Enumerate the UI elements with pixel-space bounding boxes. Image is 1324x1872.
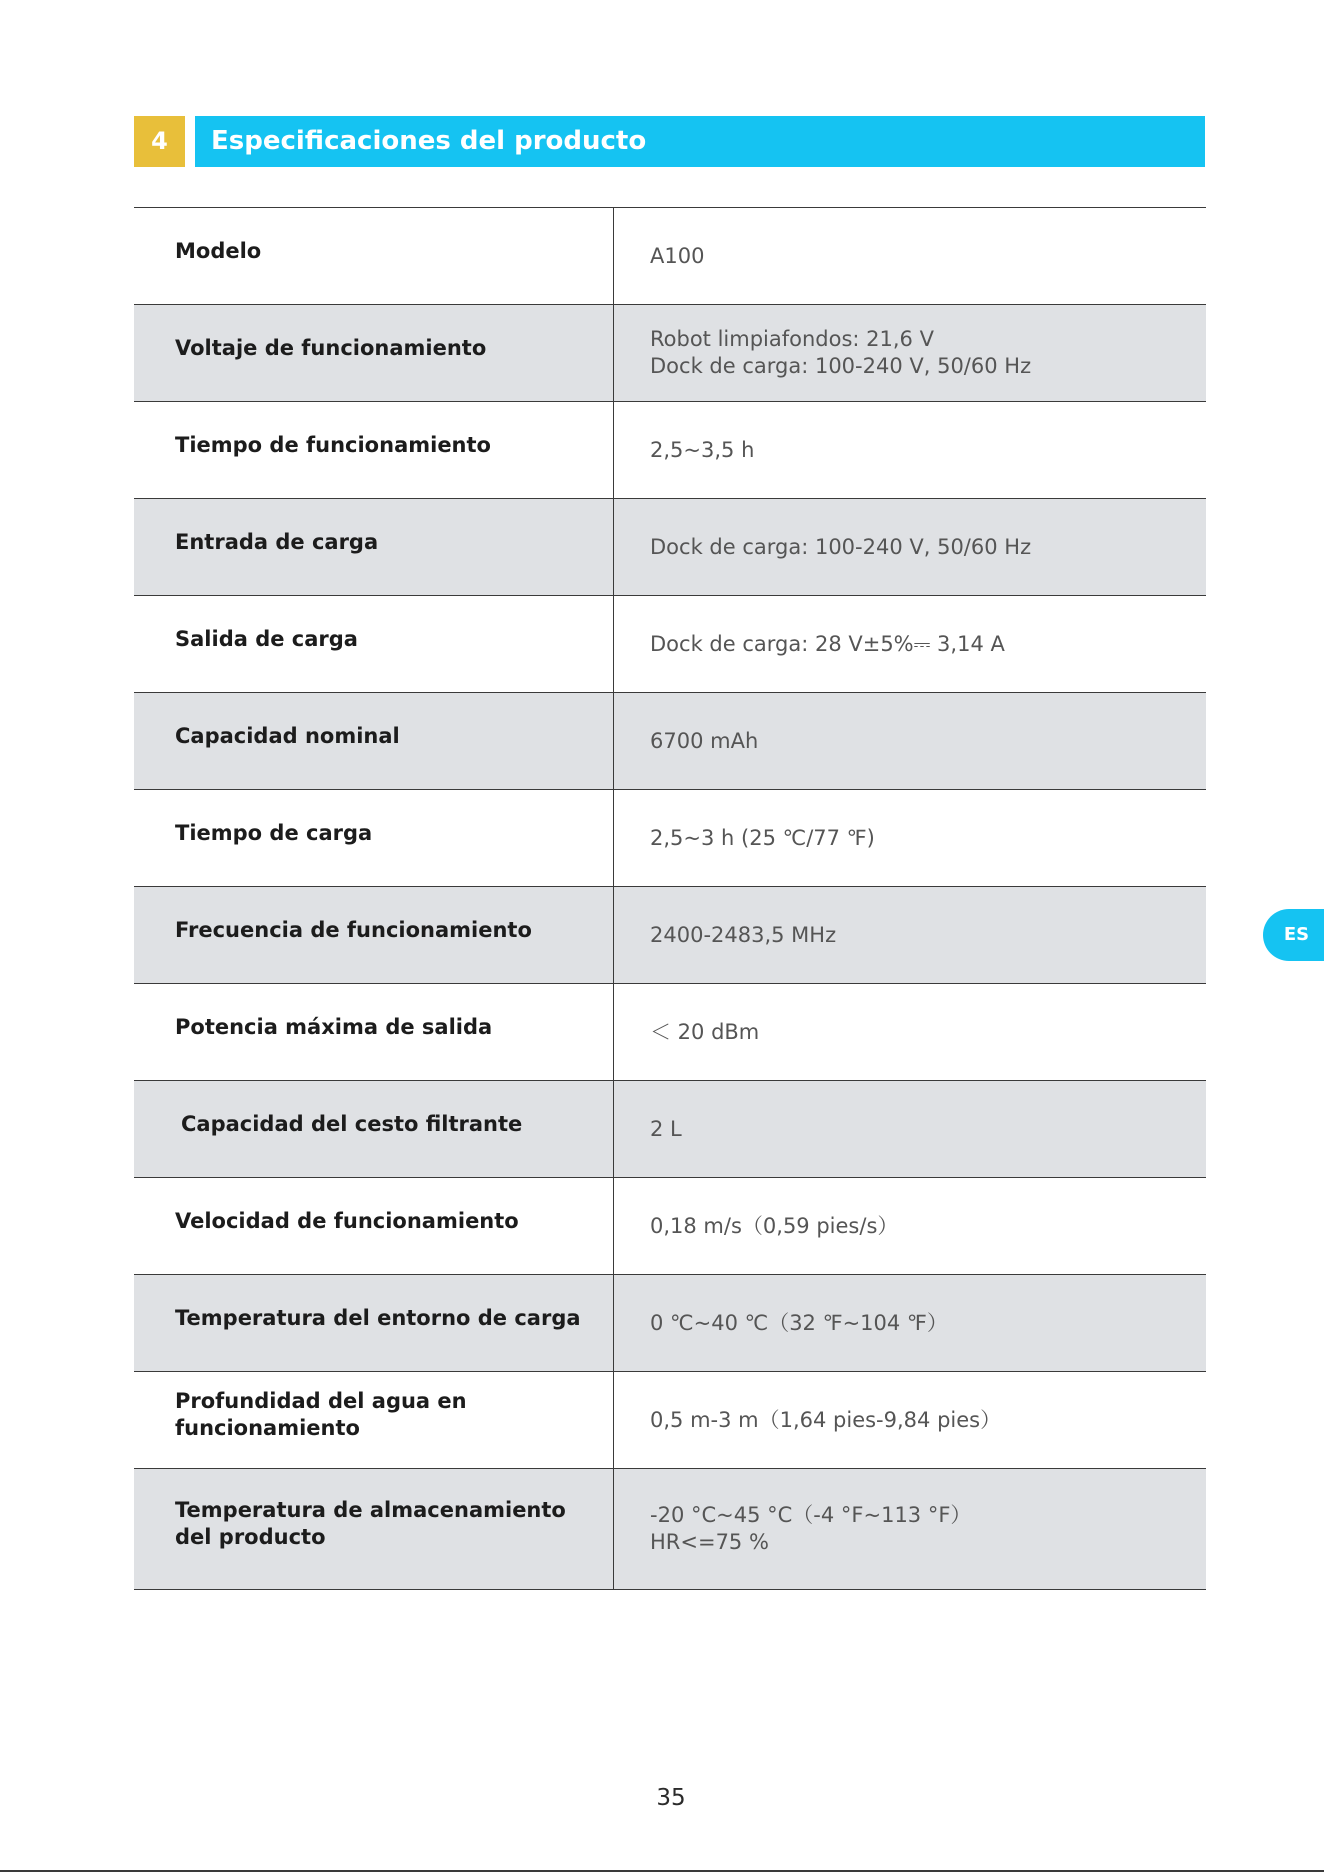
spec-row-profundidad xyxy=(134,1372,1206,1469)
spec-row-tiempo-carga xyxy=(134,790,1206,887)
spec-label-cell xyxy=(134,402,614,498)
spec-label: Capacidad nominal xyxy=(175,723,400,748)
spec-value: Dock de carga: 100-240 V, 50/60 Hz xyxy=(650,354,1032,378)
spec-value-cell xyxy=(614,790,1206,886)
spec-label: Temperatura del entorno de carga xyxy=(175,1305,581,1330)
spec-value-cell xyxy=(614,402,1206,498)
spec-label-cell xyxy=(134,208,614,304)
spec-value-cell xyxy=(614,305,1206,401)
spec-value-cell xyxy=(614,1469,1206,1589)
spec-label-cell xyxy=(134,790,614,886)
section-title-bar xyxy=(195,116,1205,167)
spec-value: ＜ 20 dBm xyxy=(650,1019,760,1044)
spec-value: 0 ℃~40 ℃（32 ℉~104 ℉） xyxy=(650,1310,948,1335)
spec-label-cell xyxy=(134,1275,614,1371)
spec-value-cell xyxy=(614,887,1206,983)
spec-label: Salida de carga xyxy=(175,626,358,651)
spec-label: Voltaje de funcionamiento xyxy=(175,335,487,360)
spec-value-cell xyxy=(614,1081,1206,1177)
spec-value: HR<=75 % xyxy=(650,1530,769,1554)
spec-label-cell xyxy=(134,305,614,401)
spec-label: Temperatura de almacenamiento del producto xyxy=(175,1498,566,1549)
section-header xyxy=(134,116,1205,167)
spec-row-velocidad xyxy=(134,1178,1206,1275)
spec-label-cell xyxy=(134,1372,614,1468)
spec-row-capacidad-nominal xyxy=(134,693,1206,790)
spec-value: 2400-2483,5 MHz xyxy=(650,922,837,947)
spec-label-cell xyxy=(134,1178,614,1274)
spec-value-cell xyxy=(614,693,1206,789)
page-number: 35 xyxy=(656,1785,686,1811)
spec-value: 0,18 m/s（0,59 pies/s） xyxy=(650,1213,899,1238)
spec-label: Tiempo de carga xyxy=(175,820,373,845)
section-number-badge: 4 xyxy=(134,116,185,167)
spec-label-cell xyxy=(134,887,614,983)
spec-label: Frecuencia de funcionamiento xyxy=(175,917,532,942)
section-title: Especificaciones del producto xyxy=(211,126,647,156)
spec-value: 6700 mAh xyxy=(650,728,759,753)
spec-value-cell xyxy=(614,984,1206,1080)
spec-row-entrada-carga xyxy=(134,499,1206,596)
spec-value-cell xyxy=(614,1178,1206,1274)
spec-value: A100 xyxy=(650,243,705,268)
spec-value-cell xyxy=(614,596,1206,692)
spec-row-temperatura-carga xyxy=(134,1275,1206,1372)
spec-value: 0,5 m-3 m（1,64 pies-9,84 pies） xyxy=(650,1407,1002,1432)
spec-row-tiempo-funcionamiento xyxy=(134,402,1206,499)
spec-value-cell xyxy=(614,1372,1206,1468)
spec-label-cell xyxy=(134,693,614,789)
spec-row-frecuencia xyxy=(134,887,1206,984)
spec-value-cell xyxy=(614,499,1206,595)
spec-row-voltaje xyxy=(134,305,1206,402)
spec-label: Velocidad de funcionamiento xyxy=(175,1208,519,1233)
spec-label-cell xyxy=(134,499,614,595)
spec-label-cell xyxy=(134,984,614,1080)
spec-label: Potencia máxima de salida xyxy=(175,1014,493,1039)
spec-row-temperatura-almacenamiento xyxy=(134,1469,1206,1590)
spec-table xyxy=(134,207,1206,1590)
spec-label: Tiempo de funcionamiento xyxy=(175,432,491,457)
spec-row-potencia xyxy=(134,984,1206,1081)
spec-value: Dock de carga: 100-240 V, 50/60 Hz xyxy=(650,534,1032,559)
spec-label: Modelo xyxy=(175,238,262,263)
spec-value-cell xyxy=(614,1275,1206,1371)
spec-value: 2 L xyxy=(650,1116,682,1141)
language-tab: ES xyxy=(1263,909,1324,961)
spec-value: 2,5~3 h (25 ℃/77 ℉) xyxy=(650,825,875,850)
spec-label: Profundidad del agua en funcionamiento xyxy=(175,1389,467,1440)
spec-value: -20 °C~45 °C（-4 °F~113 °F） xyxy=(650,1503,972,1527)
spec-label: Entrada de carga xyxy=(175,529,379,554)
spec-label-cell xyxy=(134,1469,614,1589)
spec-label-cell xyxy=(134,1081,614,1177)
spec-value: Dock de carga: 28 V±5%⎓ 3,14 A xyxy=(650,631,1005,656)
spec-value-cell xyxy=(614,208,1206,304)
spec-label: Capacidad del cesto filtrante xyxy=(181,1111,523,1136)
spec-label-cell xyxy=(134,596,614,692)
spec-value: 2,5~3,5 h xyxy=(650,437,755,462)
spec-value: Robot limpiafondos: 21,6 V xyxy=(650,327,934,351)
spec-row-salida-carga xyxy=(134,596,1206,693)
spec-row-modelo xyxy=(134,208,1206,305)
spec-row-cesto-filtrante xyxy=(134,1081,1206,1178)
